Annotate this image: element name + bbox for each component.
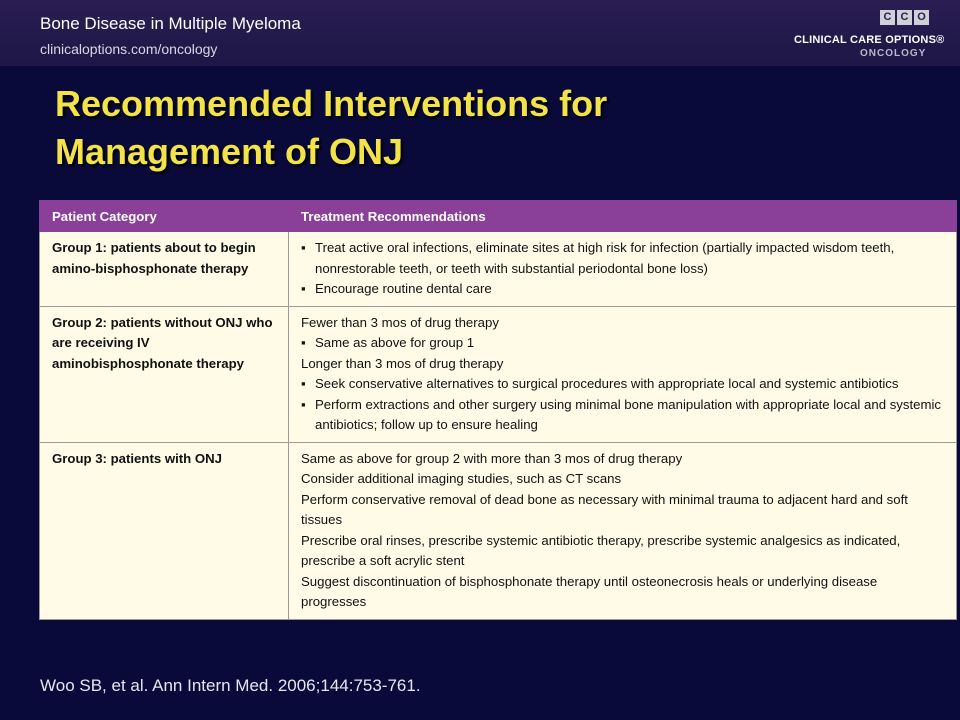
cco-logo <box>880 10 929 25</box>
patient-category-cell: Group 3: patients with ONJ <box>40 442 289 619</box>
logo-letter: O <box>914 10 929 25</box>
patient-category-cell: Group 1: patients about to begin amino-bisphosphonate therapy <box>40 232 289 307</box>
slide-title <box>55 80 915 176</box>
text-line: Suggest discontinuation of bisphosphonate therapy until osteonecrosis heals or underlying disease progresses <box>301 573 878 609</box>
logo-text: CLINICAL CARE OPTIONS® <box>794 34 945 46</box>
column-header: Patient Category <box>40 201 289 232</box>
table-row <box>40 306 957 442</box>
treatment-cell <box>289 232 957 307</box>
bullet-item: ▪ Same as above for group 1 <box>301 333 944 354</box>
text-line: Perform conservative removal of dead bone as necessary with minimal trauma to adjacent hard and soft tissues <box>301 491 908 527</box>
slide-title-line: Management of ONJ <box>55 131 404 172</box>
table-row <box>40 232 957 307</box>
treatment-cell <box>289 442 957 619</box>
site-url[interactable]: clinicaloptions.com/oncology <box>40 41 218 57</box>
text-line: Fewer than 3 mos of drug therapy <box>301 314 499 330</box>
column-header: Treatment Recommendations <box>289 201 957 232</box>
patient-category-cell: Group 2: patients without ONJ who are receiving IV aminobisphosphonate therapy <box>40 306 289 442</box>
citation: Woo SB, et al. Ann Intern Med. 2006;144:753-761. <box>40 676 421 695</box>
treatment-cell <box>289 306 957 442</box>
table-row <box>40 442 957 619</box>
bullet-item: ▪ Treat active oral infections, eliminate sites at high risk for infection (partially impacted wisdom teeth, nonrestorable teeth, or teeth with substantial periodontal bone loss) <box>301 238 944 279</box>
bullet-item: ▪ Encourage routine dental care <box>301 279 944 300</box>
bullet-item: ▪ Perform extractions and other surgery using minimal bone manipulation with appropriate local and systemic antibiotics; follow up to ensure healing <box>301 395 944 436</box>
table-header-row <box>40 201 957 232</box>
logo-letter: C <box>880 10 895 25</box>
text-line: Longer than 3 mos of drug therapy <box>301 355 504 371</box>
text-line: Prescribe oral rinses, prescribe systemic antibiotic therapy, prescribe systemic analgesics as indicated, prescribe a soft acrylic stent <box>301 532 901 568</box>
text-line: Same as above for group 2 with more than 3 mos of drug therapy <box>301 450 683 466</box>
header-bar <box>0 0 960 66</box>
presentation-title: Bone Disease in Multiple Myeloma <box>40 14 301 33</box>
slide-title-line: Recommended Interventions for <box>55 83 608 124</box>
recommendations-table <box>39 200 957 620</box>
bullet-item: ▪ Seek conservative alternatives to surgical procedures with appropriate local and systemic antibiotics <box>301 374 944 395</box>
logo-subtext: ONCOLOGY <box>860 48 927 59</box>
text-line: Consider additional imaging studies, such as CT scans <box>301 471 622 486</box>
logo-letter: C <box>897 10 912 25</box>
